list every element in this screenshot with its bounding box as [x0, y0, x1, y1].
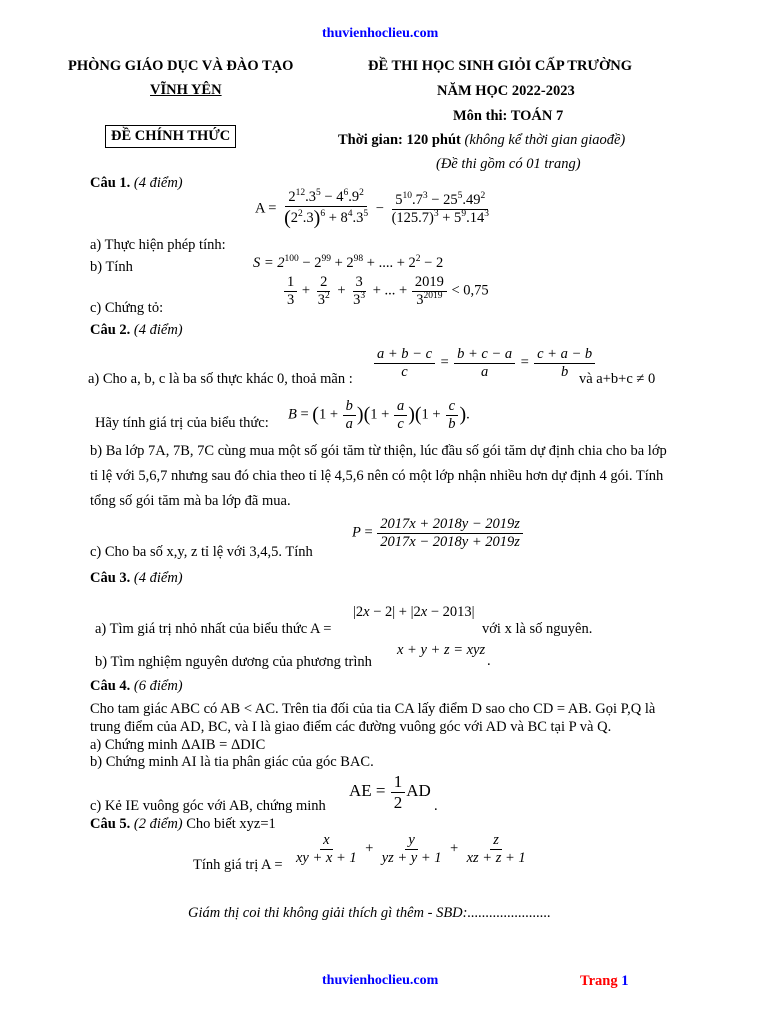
- question-2c: c) Cho ba số x,y, z tỉ lệ với 3,4,5. Tính: [90, 544, 313, 560]
- question-2b-line1: b) Ba lớp 7A, 7B, 7C cùng mua một số gói tăm từ thiện, lúc đầu số gói tăm dự định chia cho ba lớp: [90, 443, 667, 459]
- question-3a: a) Tìm giá trị nhỏ nhất của biểu thức A =: [95, 621, 332, 637]
- page-label: Trang: [580, 973, 618, 989]
- question-1-points: (4 điểm): [133, 175, 183, 191]
- formula-P: P = $\frac{2017x + 2018y - 2019z}{2017x - 2018y + 2019z}$: [352, 516, 524, 550]
- question-4-line1: Cho tam giác ABC có AB < AC. Trên tia đối của tia CA lấy điểm D sao cho CD = AB. Gọi P,Q là: [90, 701, 656, 717]
- question-3-title: Câu 3.: [90, 570, 131, 586]
- proctor-note: Giám thị coi thi không giải thích gì thêm - SBD:.......................: [188, 905, 551, 921]
- question-5-points: (2 điểm): [133, 816, 183, 832]
- formula-xyz: x + y + z = xyz: [397, 642, 486, 658]
- department-name: PHÒNG GIÁO DỤC VÀ ĐÀO TẠO: [68, 58, 294, 74]
- question-3-points: (4 điểm): [133, 570, 183, 586]
- question-5-ask: Tính giá trị A =: [193, 857, 283, 873]
- question-3b: b) Tìm nghiệm nguyên dương của phương trình: [95, 654, 372, 670]
- formula-S: $S = 2^{100} - 2^{99} + 2^{98}$ + .... + $2^2 - 2$: [253, 254, 444, 271]
- formula-A: A = $\frac{2^{12}.3^5 - 4^6.9^2}{(2^2.3)^6 + 8^4.3^5}$ − $\frac{5^{10}.7^3 - 25^5.49^2}{(125.7)^3 + 5^9.14^3}$: [255, 189, 493, 230]
- time-note: (không kể thời gian giaođề): [464, 132, 626, 148]
- question-3a-tail: với x là số nguyên.: [482, 621, 593, 637]
- formula-A-prefix: A =: [255, 200, 277, 217]
- period: .: [487, 653, 491, 669]
- question-4c: c) Kẻ IE vuông góc với AB, chứng minh: [90, 798, 326, 814]
- formula-sum-tail: < 0,75: [451, 282, 489, 299]
- formula-AE: AE = $\frac{1}{2}$ AD: [349, 772, 431, 812]
- question-1-heading: [90, 175, 183, 192]
- question-4-line2: trung điểm của AD, BC, và I là giao điểm các đường vuông góc với AD và BC tại P và Q.: [90, 719, 612, 735]
- question-4a: a) Chứng minh ΔAIB = ΔDIC: [90, 737, 266, 753]
- formula-abs: |2x − 2| + |2x − 2013|: [353, 604, 475, 620]
- question-2a-ask: Hãy tính giá trị của biểu thức:: [95, 415, 269, 431]
- site-header-link[interactable]: thuvienhoclieu.com: [322, 26, 439, 41]
- question-2a-condition: và a+b+c ≠ 0: [579, 371, 656, 387]
- question-1a: a) Thực hiện phép tính:: [90, 237, 226, 253]
- site-footer-link[interactable]: thuvienhoclieu.com: [322, 973, 439, 988]
- formula-A5: $\frac{x}{xy + x + 1}$ + $\frac{y}{yz + y + 1}$ + $\frac{z}{xz + z + 1}$: [296, 832, 526, 866]
- question-1c: c) Chứng tỏ:: [90, 300, 164, 316]
- official-exam-box: ĐỀ CHÍNH THỨC: [105, 125, 236, 148]
- question-1-title: Câu 1.: [90, 175, 131, 191]
- question-3-heading: [90, 570, 183, 587]
- exam-title: ĐỀ THI HỌC SINH GIỎI CẤP TRƯỜNG: [368, 58, 633, 74]
- fraction-2: $\frac{5^{10}.7^3 - 25^5.49^2}{(125.7)^3 + 5^9.14^3}$: [391, 191, 489, 226]
- question-4-points: (6 điểm): [133, 678, 183, 694]
- subject: Môn thi: TOÁN 7: [453, 108, 564, 124]
- formula-ratios: $\frac{a + b - c}{c}$ = $\frac{b + c - a}{a}$ = $\frac{c + a - b}{b}$: [373, 346, 596, 380]
- question-2-points: (4 điểm): [133, 322, 183, 338]
- question-1b: b) Tính: [90, 259, 133, 275]
- question-5-given: Cho biết xyz=1: [186, 816, 276, 832]
- formula-S-prefix: S = 2: [253, 255, 285, 271]
- question-2-title: Câu 2.: [90, 322, 131, 338]
- school-year: NĂM HỌC 2022-2023: [437, 83, 575, 99]
- period-2: .: [434, 798, 438, 814]
- question-2b-line3: tổng số gói tăm mà ba lớp đã mua.: [90, 493, 291, 509]
- time-line: [338, 132, 625, 149]
- pages-note: (Đề thi gồm có 01 trang): [436, 156, 581, 172]
- formula-B: B = (1 + $\frac{b}{a}$ )(1 + $\frac{a}{c}$ )(1 + $\frac{c}{b}$ ).: [288, 398, 470, 432]
- question-2b-line2: tỉ lệ với 5,6,7 nhưng sau đó chia theo tỉ lệ 4,5,6 nên có một lớp nhận nhiều hơn dự định 4 gói. Tính: [90, 468, 664, 484]
- page-indicator: [580, 973, 628, 990]
- district-name: VĨNH YÊN: [150, 82, 222, 98]
- fraction-1: $\frac{2^{12}.3^5 - 4^6.9^2}{(2^2.3)^6 + 8^4.3^5}$: [284, 188, 369, 229]
- question-4-title: Câu 4.: [90, 678, 131, 694]
- question-2-heading: [90, 322, 183, 339]
- formula-sum: $\frac{1}{3}$ + $\frac{2}{3^2}$ + $\frac{3}{3^3}$ + ... + $\frac{2019}{3^{2019}}$ < 0,75: [283, 274, 489, 308]
- page-number: 1: [621, 973, 629, 989]
- question-2a: a) Cho a, b, c là ba số thực khác 0, thoả mãn :: [88, 371, 353, 387]
- question-4-heading: [90, 678, 183, 695]
- question-5-heading: [90, 816, 276, 833]
- question-5-title: Câu 5.: [90, 816, 131, 832]
- time-limit: Thời gian: 120 phút: [338, 132, 461, 148]
- question-4b: b) Chứng minh AI là tia phân giác của góc BAC.: [90, 754, 374, 770]
